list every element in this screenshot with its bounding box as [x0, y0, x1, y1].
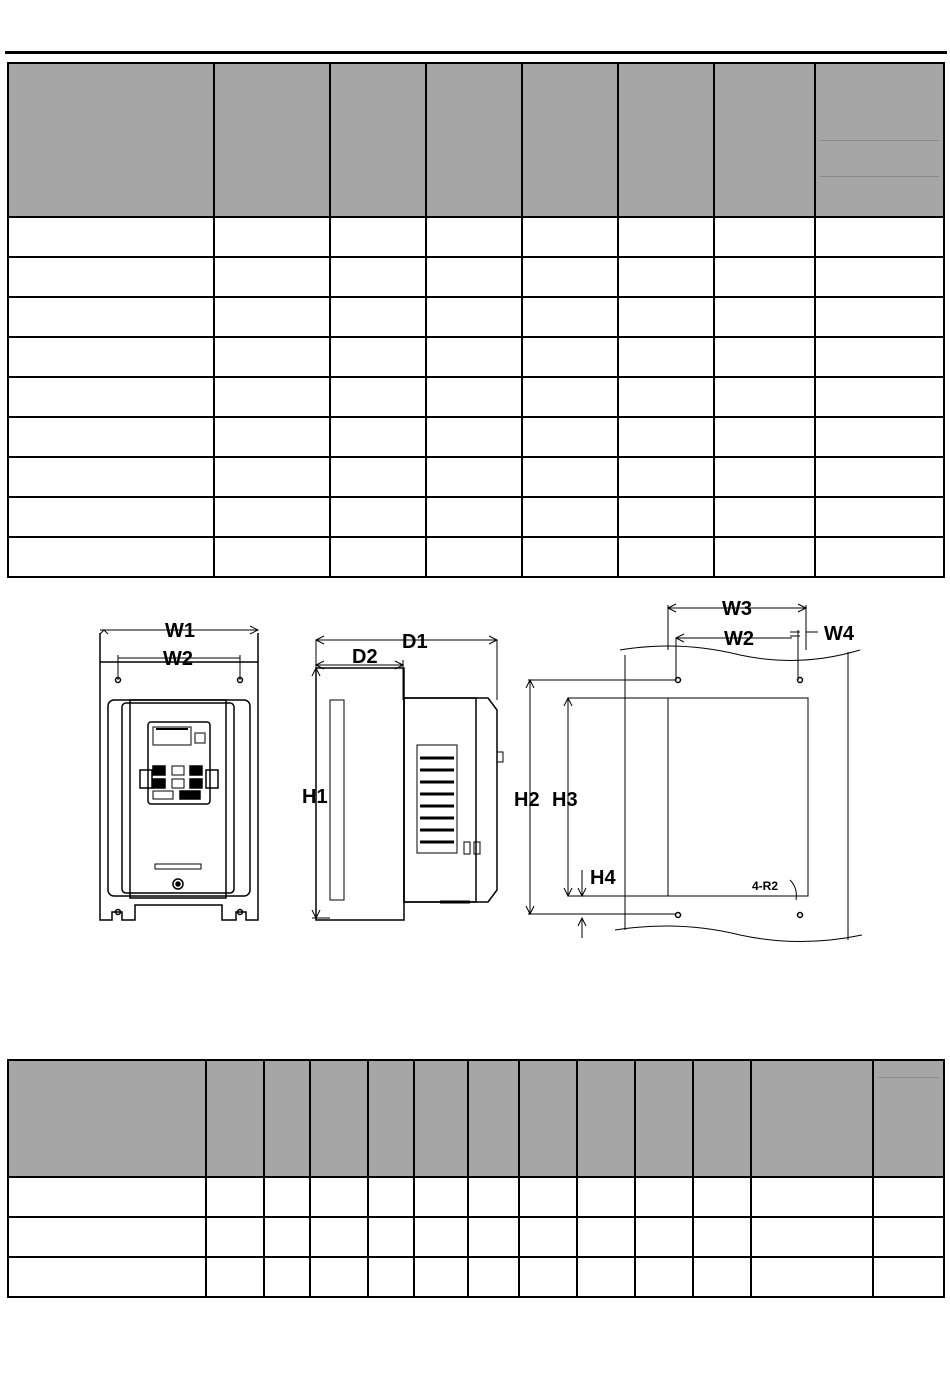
- header-cell: [714, 63, 815, 217]
- table-row: [8, 1217, 944, 1257]
- label-w2-mount: W2: [724, 628, 754, 650]
- table-row: [8, 1257, 944, 1297]
- header-subdivider: [878, 1077, 939, 1078]
- mounting-view: [526, 604, 862, 942]
- header-subdivider: [820, 140, 939, 141]
- label-w4: W4: [824, 623, 854, 645]
- table-header-row: [8, 63, 944, 217]
- header-cell: [815, 63, 944, 217]
- label-h1: H1: [302, 786, 328, 808]
- label-h2: H2: [514, 789, 540, 811]
- table-row: [8, 297, 944, 337]
- label-w2-front: W2: [163, 648, 193, 670]
- front-view: [100, 626, 258, 920]
- table-row: [8, 217, 944, 257]
- table-row: [8, 337, 944, 377]
- table-row: [8, 497, 944, 537]
- table-row: [8, 457, 944, 497]
- dimension-drawing: [0, 590, 950, 970]
- header-cell: [368, 1060, 414, 1177]
- label-w3: W3: [722, 598, 752, 620]
- header-cell: [873, 1060, 944, 1177]
- table-header-row: [8, 1060, 944, 1177]
- header-cell: [214, 63, 330, 217]
- header-cell: [206, 1060, 264, 1177]
- header-cell: [519, 1060, 577, 1177]
- dimension-table-lower: [7, 1059, 945, 1298]
- header-cell: [264, 1060, 310, 1177]
- label-d2: D2: [352, 646, 378, 668]
- header-cell: [468, 1060, 519, 1177]
- table-row: [8, 377, 944, 417]
- table-row: [8, 257, 944, 297]
- header-cell: [330, 63, 426, 217]
- header-cell: [8, 63, 214, 217]
- header-cell: [8, 1060, 206, 1177]
- header-subdivider: [820, 176, 939, 177]
- dimension-table-upper: [7, 62, 945, 578]
- header-cell: [751, 1060, 873, 1177]
- header-cell: [618, 63, 714, 217]
- label-h4: H4: [590, 867, 616, 889]
- header-cell: [414, 1060, 468, 1177]
- header-cell: [522, 63, 618, 217]
- label-hole-spec: 4-R2: [752, 879, 779, 893]
- table-row: [8, 1177, 944, 1217]
- label-d1: D1: [402, 631, 428, 653]
- label-w1: W1: [165, 620, 195, 642]
- side-view: [312, 636, 503, 920]
- table-row: [8, 417, 944, 457]
- header-cell: [577, 1060, 635, 1177]
- table-row: [8, 537, 944, 577]
- header-cell: [635, 1060, 693, 1177]
- header-cell: [426, 63, 522, 217]
- header-cell: [310, 1060, 368, 1177]
- top-rule: [5, 51, 947, 54]
- label-h3: H3: [552, 789, 578, 811]
- header-cell: [693, 1060, 751, 1177]
